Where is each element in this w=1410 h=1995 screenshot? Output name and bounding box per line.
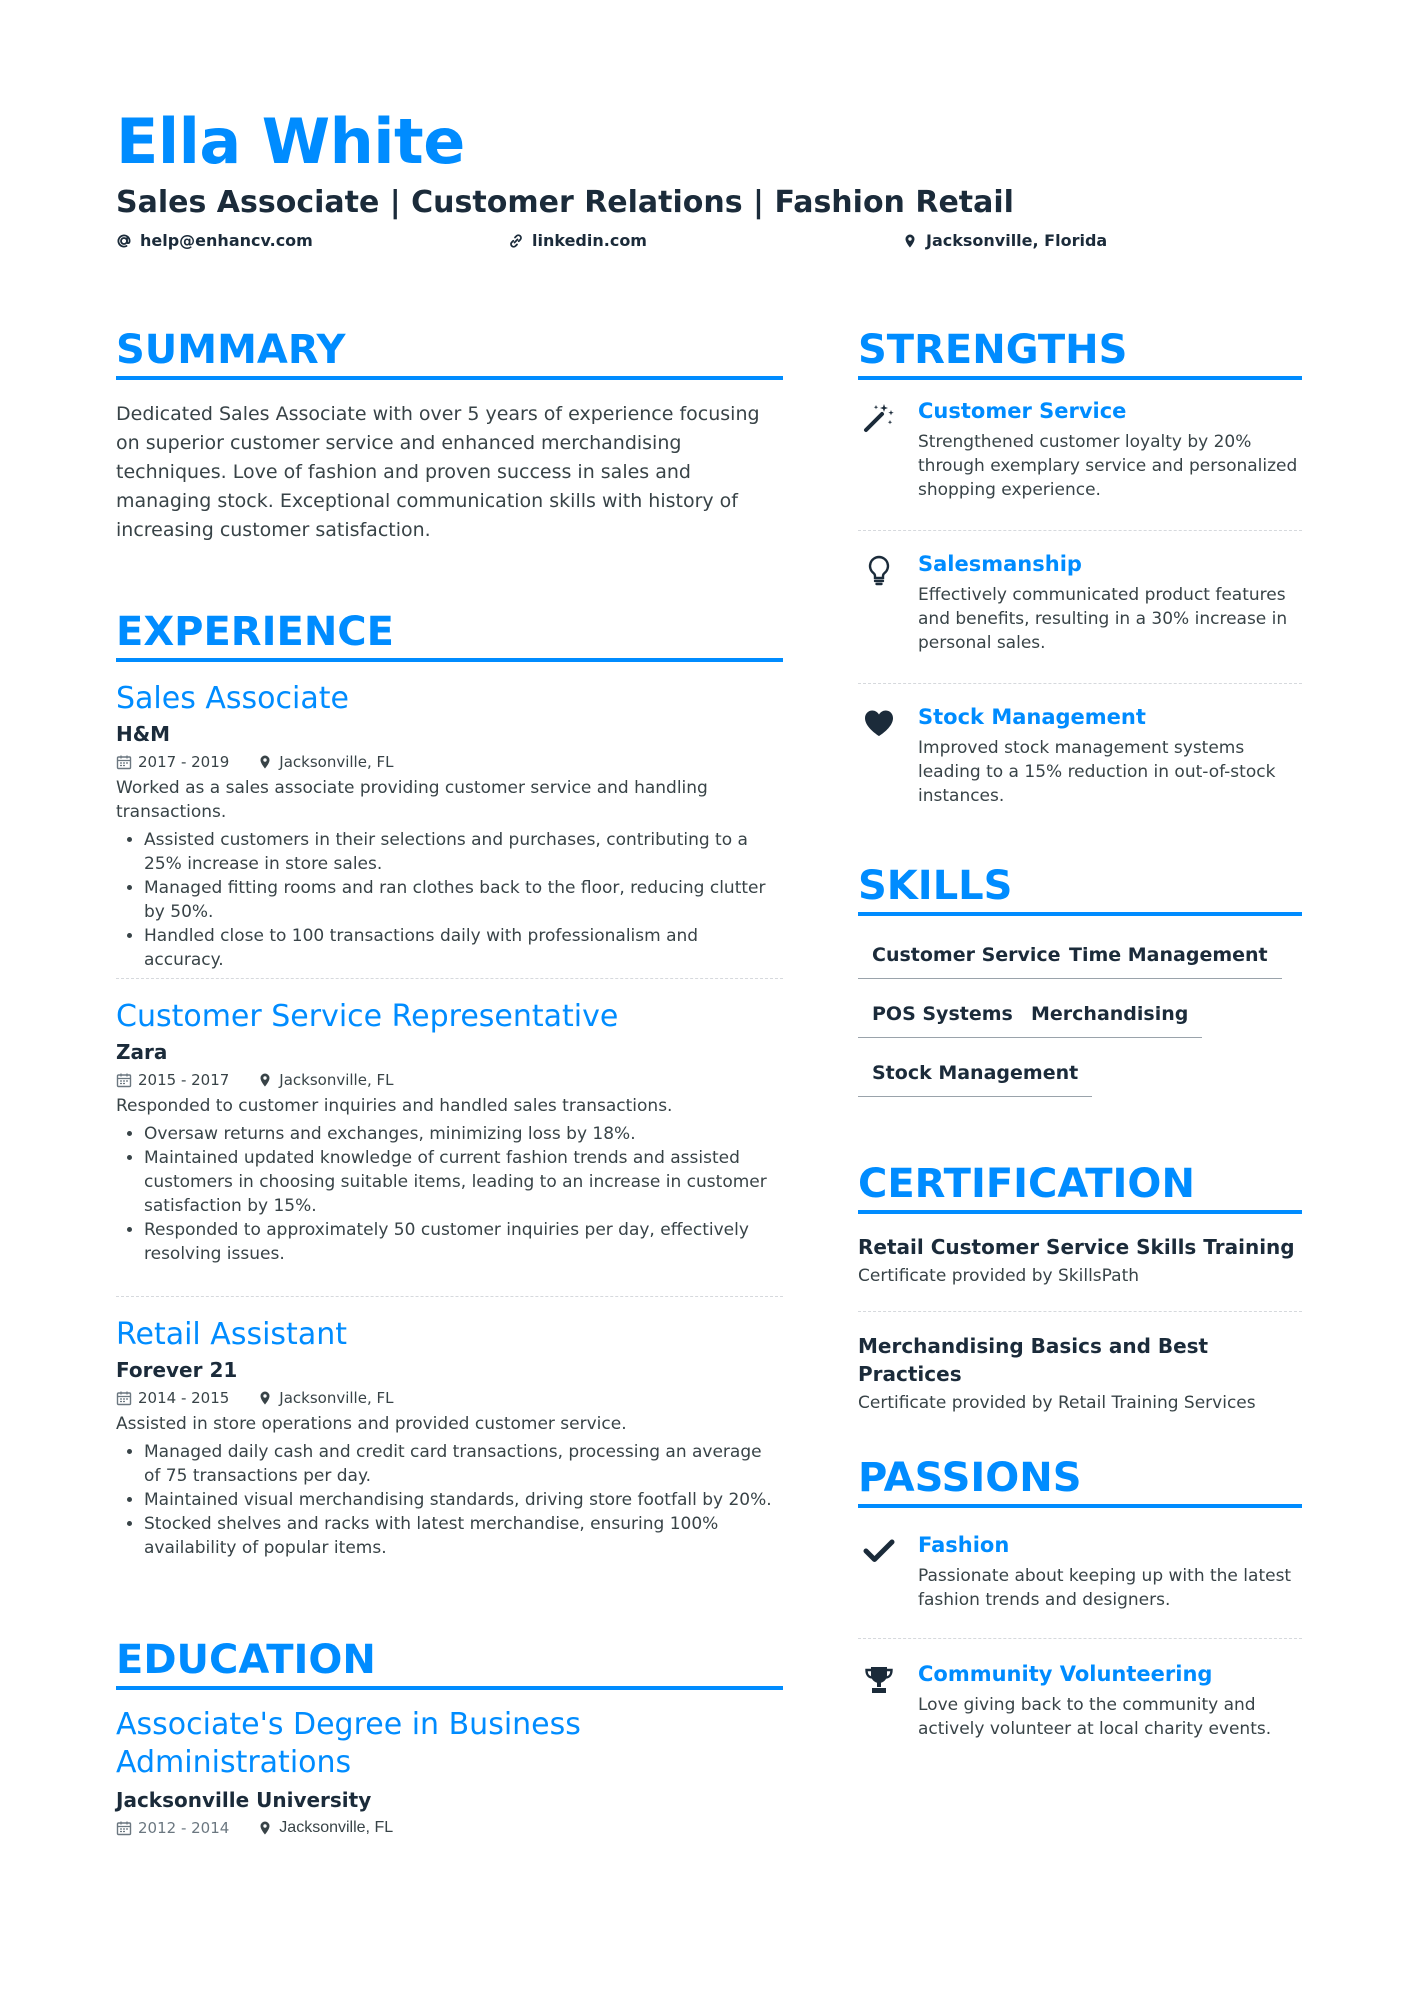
link-icon	[508, 233, 524, 249]
experience-entry	[116, 1316, 783, 1560]
job-description: Worked as a sales associate providing customer service and handling transactions.	[116, 778, 708, 822]
education-location	[257, 1818, 393, 1838]
job-location	[257, 1388, 393, 1408]
section-divider	[116, 658, 783, 662]
section-divider	[116, 1686, 783, 1690]
calendar-icon	[116, 754, 132, 770]
strength-desc: Effectively communicated product features and benefits, resulting in a 30% increase in personal sales.	[918, 585, 1288, 653]
location-text: Jacksonville, Florida	[926, 231, 1108, 250]
magic-wand-icon	[862, 400, 896, 434]
education-meta	[116, 1818, 783, 1838]
skill-tag: Time Management	[1055, 942, 1282, 979]
experience-entry	[116, 680, 783, 972]
education-location-text: Jacksonville, FL	[279, 1819, 394, 1836]
job-bullet: • Stocked shelves and racks with latest merchandise, ensuring 100% availability of popular items.	[144, 1512, 783, 1560]
strength-item	[858, 549, 1302, 655]
degree-title: Associate's Degree in Business Administrations	[116, 1707, 581, 1780]
entry-divider	[116, 978, 783, 979]
skills-heading: SKILLS	[858, 863, 1013, 909]
job-bullet: • Managed fitting rooms and ran clothes back to the floor, reducing clutter by 50%.	[144, 876, 783, 924]
job-location	[257, 1070, 393, 1090]
experience-entry	[116, 998, 783, 1266]
strength-desc: Improved stock management systems leading to a 15% reduction in out-of-stock instances.	[918, 738, 1276, 806]
certification-provider: Certificate provided by SkillsPath	[858, 1266, 1140, 1286]
school-name: Jacksonville University	[116, 1788, 372, 1812]
at-icon	[116, 233, 132, 249]
job-bullet: • Assisted customers in their selections and purchases, contributing to a 25% increase in store sales.	[144, 828, 783, 876]
experience-section	[116, 608, 783, 662]
certification-item	[858, 1332, 1302, 1415]
job-meta	[116, 1070, 783, 1090]
job-dates: 2017 - 2019	[138, 753, 230, 771]
calendar-icon	[116, 1390, 132, 1406]
map-pin-icon	[257, 1390, 273, 1406]
experience-heading: EXPERIENCE	[116, 609, 394, 655]
skill-tag: Merchandising	[1017, 1001, 1202, 1038]
contact-location	[902, 230, 1107, 252]
education-heading: EDUCATION	[116, 1637, 376, 1683]
strengths-heading: STRENGTHS	[858, 327, 1128, 373]
company-name: H&M	[116, 722, 171, 746]
skill-tag: Customer Service	[858, 942, 1075, 979]
map-pin-icon	[902, 233, 918, 249]
strength-desc: Strengthened customer loyalty by 20% through exemplary service and personalized shopping experience.	[918, 432, 1298, 500]
section-divider	[116, 376, 783, 380]
certification-section	[858, 1160, 1302, 1214]
strength-title: Stock Management	[918, 705, 1146, 729]
certification-title: Merchandising Basics and Best Practices	[858, 1334, 1209, 1386]
education-dates: 2012 - 2014	[138, 1819, 230, 1837]
job-meta	[116, 752, 783, 772]
passion-item	[858, 1659, 1302, 1741]
summary-heading: SUMMARY	[116, 327, 346, 373]
passion-item	[858, 1530, 1302, 1612]
job-location-text: Jacksonville, FL	[279, 753, 394, 771]
strength-item	[858, 396, 1302, 502]
job-bullet: • Responded to approximately 50 customer inquiries per day, effectively resolving issues.	[144, 1218, 783, 1266]
linkedin-text: linkedin.com	[532, 231, 647, 250]
job-title: Customer Service Representative	[116, 999, 619, 1034]
summary-text: Dedicated Sales Associate with over 5 years of experience focusing on superior customer service and enhanced merchandising techniques. Love of fashion and proven success in sales and managing stock. Exceptional communication skills with history of increasing customer satisfaction.	[116, 403, 760, 541]
strength-title: Customer Service	[918, 399, 1127, 423]
strengths-section	[858, 326, 1302, 380]
certification-heading: CERTIFICATION	[858, 1161, 1195, 1207]
certification-item	[858, 1233, 1302, 1288]
job-dates: 2015 - 2017	[138, 1071, 230, 1089]
job-bullet: • Maintained visual merchandising standards, driving store footfall by 20%.	[144, 1488, 783, 1512]
job-description: Responded to customer inquiries and handled sales transactions.	[116, 1096, 673, 1116]
calendar-icon	[116, 1820, 132, 1836]
job-location-text: Jacksonville, FL	[279, 1071, 394, 1089]
entry-divider	[858, 683, 1302, 684]
passion-title: Fashion	[918, 1533, 1010, 1557]
job-meta	[116, 1388, 783, 1408]
checkmark-icon	[862, 1534, 896, 1568]
strength-title: Salesmanship	[918, 552, 1082, 576]
job-title: Sales Associate	[116, 681, 349, 716]
entry-divider	[858, 1311, 1302, 1312]
job-location	[257, 752, 393, 772]
job-bullets	[116, 828, 783, 972]
skill-tag: Stock Management	[858, 1060, 1092, 1097]
trophy-icon	[862, 1663, 896, 1697]
passions-section	[858, 1454, 1302, 1508]
job-bullet: • Maintained updated knowledge of current fashion trends and assisted customers in choosing suitable items, leading to an increase in customer satisfaction by 15%.	[144, 1146, 783, 1218]
email-text: help@enhancv.com	[140, 231, 313, 250]
summary-section	[116, 326, 783, 545]
passion-title: Community Volunteering	[918, 1662, 1213, 1686]
company-name: Forever 21	[116, 1358, 238, 1382]
section-divider	[858, 1504, 1302, 1508]
skill-tag: POS Systems	[858, 1001, 1027, 1038]
contact-linkedin[interactable]	[508, 230, 647, 252]
map-pin-icon	[257, 1820, 273, 1836]
lightbulb-icon	[862, 553, 896, 587]
section-divider	[858, 1210, 1302, 1214]
contact-email[interactable]	[116, 230, 313, 252]
headline: Sales Associate | Customer Relations | Fashion Retail	[116, 185, 1014, 220]
strength-item	[858, 702, 1302, 808]
job-location-text: Jacksonville, FL	[279, 1389, 394, 1407]
map-pin-icon	[257, 1072, 273, 1088]
job-bullets	[116, 1122, 783, 1266]
job-bullet: • Managed daily cash and credit card transactions, processing an average of 75 transactions per day.	[144, 1440, 783, 1488]
skills-section	[858, 862, 1302, 916]
section-divider	[858, 912, 1302, 916]
certification-provider: Certificate provided by Retail Training Services	[858, 1393, 1256, 1413]
job-title: Retail Assistant	[116, 1317, 347, 1352]
certification-title: Retail Customer Service Skills Training	[858, 1235, 1295, 1259]
company-name: Zara	[116, 1040, 168, 1064]
entry-divider	[858, 1638, 1302, 1639]
job-bullets	[116, 1440, 783, 1560]
job-bullet: • Oversaw returns and exchanges, minimizing loss by 18%.	[144, 1122, 783, 1146]
entry-divider	[116, 1296, 783, 1297]
job-bullet: • Handled close to 100 transactions daily with professionalism and accuracy.	[144, 924, 783, 972]
calendar-icon	[116, 1072, 132, 1088]
passion-desc: Passionate about keeping up with the latest fashion trends and designers.	[918, 1566, 1292, 1610]
candidate-name: Ella White	[116, 105, 465, 178]
passions-heading: PASSIONS	[858, 1455, 1082, 1501]
job-description: Assisted in store operations and provided customer service.	[116, 1414, 627, 1434]
entry-divider	[858, 530, 1302, 531]
education-section	[116, 1636, 783, 1838]
job-dates: 2014 - 2015	[138, 1389, 230, 1407]
passion-desc: Love giving back to the community and actively volunteer at local charity events.	[918, 1695, 1272, 1739]
heart-icon	[862, 706, 896, 740]
section-divider	[858, 376, 1302, 380]
map-pin-icon	[257, 754, 273, 770]
